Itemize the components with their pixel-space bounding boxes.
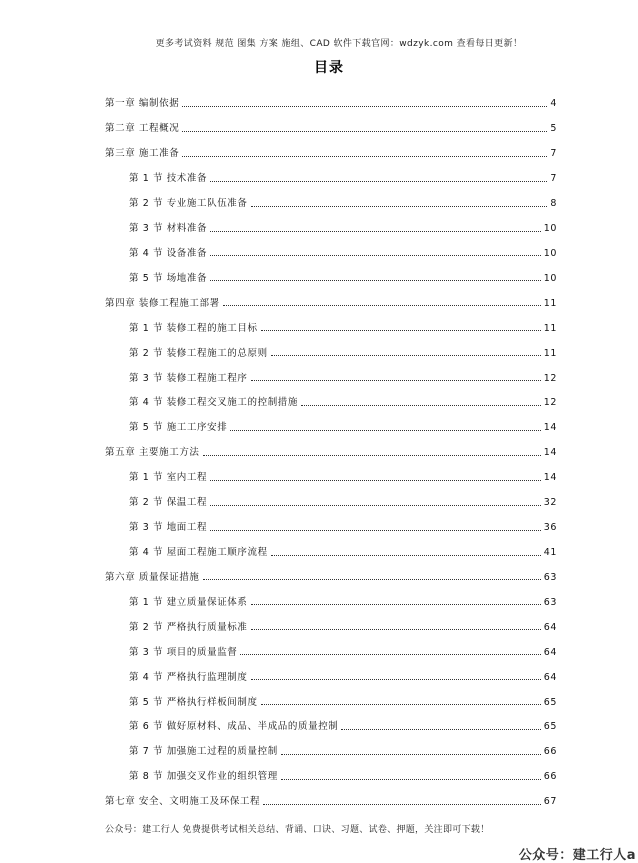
- dot-leader: [182, 130, 547, 132]
- toc-title: 目录: [314, 60, 344, 76]
- toc-chapter-row[interactable]: [105, 285, 557, 310]
- dot-leader: [210, 254, 541, 256]
- dot-leader: [251, 205, 548, 207]
- toc-section-row[interactable]: [105, 584, 557, 609]
- dot-leader: [230, 429, 540, 431]
- toc-page-number: 11: [543, 322, 557, 334]
- toc-entry-label: 第 4 节 严格执行监理制度: [129, 671, 248, 683]
- dot-leader: [240, 653, 540, 655]
- toc-page-number: 10: [543, 223, 557, 235]
- toc-page-number: 14: [543, 422, 557, 434]
- toc-page-number: 65: [543, 721, 557, 733]
- toc-section-row[interactable]: [105, 609, 557, 634]
- dot-leader: [301, 404, 541, 406]
- toc-entry-label: 第 8 节 加强交叉作业的组织管理: [129, 771, 278, 783]
- dot-leader: [210, 180, 547, 182]
- footer-note: 公众号：建工行人 免费提供考试相关总结、背诵、口诀、习题、试卷、押题，关注即可下载！: [105, 825, 490, 835]
- dot-leader: [223, 304, 541, 306]
- table-of-contents: [105, 86, 557, 809]
- toc-page-number: 41: [543, 547, 557, 559]
- toc-entry-label: 第 3 节 地面工程: [129, 522, 208, 534]
- toc-chapter-row[interactable]: [105, 86, 557, 111]
- toc-page-number: 64: [543, 646, 557, 658]
- toc-page-number: 14: [543, 472, 557, 484]
- toc-entry-label: 第 2 节 装修工程施工的总原则: [129, 347, 268, 359]
- toc-section-row[interactable]: [105, 211, 557, 236]
- toc-entry-label: 第四章 装修工程施工部署: [105, 297, 220, 309]
- toc-entry-label: 第 3 节 装修工程施工程序: [129, 372, 248, 384]
- dot-leader: [203, 454, 541, 456]
- toc-page-number: 66: [543, 746, 557, 758]
- toc-entry-label: 第 3 节 项目的质量监督: [129, 646, 238, 658]
- toc-page-number: 66: [543, 771, 557, 783]
- toc-entry-label: 第二章 工程概况: [105, 123, 180, 135]
- toc-page-number: 4: [550, 98, 557, 110]
- toc-page-number: 14: [543, 447, 557, 459]
- toc-section-row[interactable]: [105, 335, 557, 360]
- toc-section-row[interactable]: [105, 360, 557, 385]
- toc-section-row[interactable]: [105, 260, 557, 285]
- toc-page-number: 63: [543, 571, 557, 583]
- header-note-text: 更多考试资料 规范 图集 方案 施组、CAD 软件下载官网：wdzyk.com 查看每日更新！: [155, 39, 523, 49]
- toc-page-number: 36: [543, 522, 557, 534]
- toc-page-number: 10: [543, 272, 557, 284]
- dot-leader: [210, 504, 541, 506]
- dot-leader: [210, 529, 541, 531]
- toc-chapter-row[interactable]: [105, 136, 557, 161]
- toc-section-row[interactable]: [105, 236, 557, 261]
- toc-page-number: 5: [550, 123, 557, 135]
- toc-page-number: 12: [543, 372, 557, 384]
- toc-page-number: 11: [543, 297, 557, 309]
- toc-chapter-row[interactable]: [105, 784, 557, 809]
- toc-entry-label: 第 7 节 加强施工过程的质量控制: [129, 746, 278, 758]
- toc-page-number: 32: [543, 497, 557, 509]
- toc-entry-label: 第 6 节 做好原材料、成品、半成品的质量控制: [129, 721, 339, 733]
- dot-leader: [271, 354, 541, 356]
- toc-page-number: 7: [550, 148, 557, 160]
- toc-page-number: 65: [543, 696, 557, 708]
- toc-page-number: 64: [543, 671, 557, 683]
- toc-section-row[interactable]: [105, 310, 557, 335]
- toc-page-number: 64: [543, 621, 557, 633]
- dot-leader: [210, 230, 541, 232]
- dot-leader: [281, 778, 541, 780]
- toc-chapter-row[interactable]: [105, 111, 557, 136]
- toc-section-row[interactable]: [105, 709, 557, 734]
- toc-section-row[interactable]: [105, 385, 557, 410]
- toc-section-row[interactable]: [105, 460, 557, 485]
- toc-page-number: 63: [543, 596, 557, 608]
- toc-section-row[interactable]: [105, 634, 557, 659]
- toc-entry-label: 第 1 节 室内工程: [129, 472, 208, 484]
- toc-section-row[interactable]: [105, 684, 557, 709]
- toc-entry-label: 第七章 安全、文明施工及环保工程: [105, 796, 261, 808]
- dot-leader: [251, 628, 541, 630]
- dot-leader: [203, 578, 541, 580]
- toc-entry-label: 第 5 节 场地准备: [129, 272, 208, 284]
- dot-leader: [271, 554, 541, 556]
- toc-chapter-row[interactable]: [105, 560, 557, 585]
- toc-entry-label: 第 5 节 严格执行样板间制度: [129, 696, 258, 708]
- toc-entry-label: 第三章 施工准备: [105, 148, 180, 160]
- toc-entry-label: 第 1 节 建立质量保证体系: [129, 596, 248, 608]
- header-note: [0, 36, 638, 49]
- toc-entry-label: 第 1 节 技术准备: [129, 173, 208, 185]
- watermark: 公众号：建工行人a: [518, 848, 636, 863]
- toc-entry-label: 第 4 节 屋面工程施工顺序流程: [129, 547, 268, 559]
- toc-page-number: 12: [543, 397, 557, 409]
- toc-page-number: 11: [543, 347, 557, 359]
- toc-entry-label: 第 2 节 保温工程: [129, 497, 208, 509]
- toc-entry-label: 第六章 质量保证措施: [105, 571, 200, 583]
- dot-leader: [251, 603, 541, 605]
- dot-leader: [210, 479, 541, 481]
- toc-entry-label: 第五章 主要施工方法: [105, 447, 200, 459]
- dot-leader: [251, 379, 541, 381]
- dot-leader: [261, 329, 541, 331]
- toc-section-row[interactable]: [105, 186, 557, 211]
- dot-leader: [341, 728, 540, 730]
- dot-leader: [251, 678, 541, 680]
- dot-leader: [263, 803, 541, 805]
- toc-page-number: 7: [550, 173, 557, 185]
- toc-entry-label: 第 5 节 施工工序安排: [129, 422, 228, 434]
- toc-section-row[interactable]: [105, 759, 557, 784]
- dot-leader: [261, 703, 541, 705]
- toc-section-row[interactable]: [105, 659, 557, 684]
- toc-entry-label: 第 4 节 装修工程交叉施工的控制措施: [129, 397, 299, 409]
- toc-page-number: 10: [543, 247, 557, 259]
- toc-entry-label: 第一章 编制依据: [105, 98, 180, 110]
- toc-entry-label: 第 1 节 装修工程的施工目标: [129, 322, 258, 334]
- dot-leader: [210, 279, 541, 281]
- dot-leader: [182, 105, 547, 107]
- toc-section-row[interactable]: [105, 535, 557, 560]
- toc-section-row[interactable]: [105, 734, 557, 759]
- toc-entry-label: 第 4 节 设备准备: [129, 247, 208, 259]
- toc-section-row[interactable]: [105, 410, 557, 435]
- toc-section-row[interactable]: [105, 485, 557, 510]
- dot-leader: [182, 155, 547, 157]
- dot-leader: [281, 753, 541, 755]
- toc-page-number: 8: [550, 198, 557, 210]
- toc-page-number: 67: [543, 796, 557, 808]
- toc-entry-label: 第 2 节 严格执行质量标准: [129, 621, 248, 633]
- toc-entry-label: 第 2 节 专业施工队伍准备: [129, 198, 248, 210]
- toc-chapter-row[interactable]: [105, 435, 557, 460]
- toc-section-row[interactable]: [105, 161, 557, 186]
- toc-section-row[interactable]: [105, 510, 557, 535]
- toc-entry-label: 第 3 节 材料准备: [129, 223, 208, 235]
